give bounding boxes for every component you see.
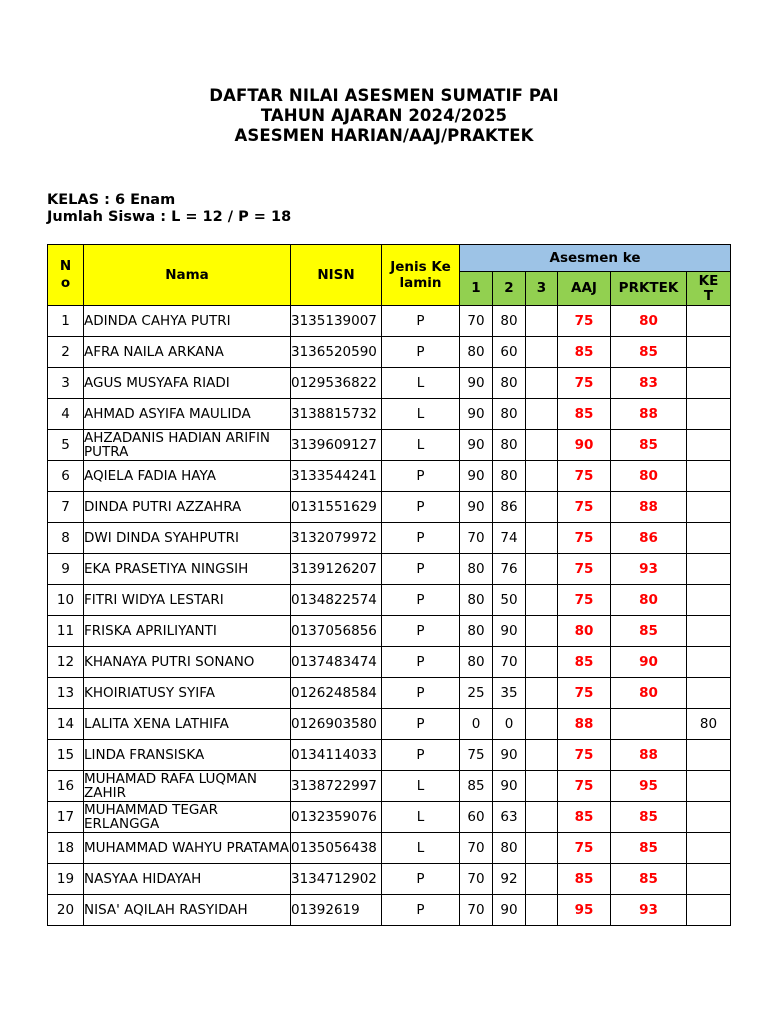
score-asesmen-2: 80	[493, 306, 526, 337]
student-nisn: 0126248584	[291, 678, 382, 709]
student-name: MUHAMMAD TEGAR ERLANGGA	[84, 802, 291, 833]
note-ket	[687, 430, 731, 461]
header-asesmen-ke: Asesmen ke	[460, 245, 731, 272]
student-name: AHMAD ASYIFA MAULIDA	[84, 399, 291, 430]
student-nisn: 0129536822	[291, 368, 382, 399]
note-ket	[687, 833, 731, 864]
title-line-1: DAFTAR NILAI ASESMEN SUMATIF PAI	[209, 86, 559, 105]
document-title	[0, 86, 768, 146]
student-gender: P	[382, 585, 460, 616]
score-asesmen-3	[526, 337, 558, 368]
student-name: MUHAMMAD WAHYU PRATAMA	[84, 833, 291, 864]
score-praktek: 88	[611, 492, 687, 523]
student-name: LINDA FRANSISKA	[84, 740, 291, 771]
score-asesmen-2: 60	[493, 337, 526, 368]
row-no: 19	[48, 864, 84, 895]
row-no: 8	[48, 523, 84, 554]
score-asesmen-2: 50	[493, 585, 526, 616]
score-praktek: 93	[611, 554, 687, 585]
table-row	[48, 740, 731, 771]
student-name: KHOIRIATUSY SYIFA	[84, 678, 291, 709]
table-row	[48, 399, 731, 430]
student-gender: P	[382, 337, 460, 368]
score-aaj: 85	[558, 337, 611, 368]
note-ket	[687, 461, 731, 492]
note-ket	[687, 523, 731, 554]
score-asesmen-3	[526, 306, 558, 337]
header-asesmen-2: 2	[493, 272, 526, 306]
score-aaj: 88	[558, 709, 611, 740]
score-asesmen-1: 70	[460, 864, 493, 895]
row-no: 3	[48, 368, 84, 399]
score-asesmen-3	[526, 864, 558, 895]
note-ket	[687, 895, 731, 926]
note-ket	[687, 802, 731, 833]
score-asesmen-2: 80	[493, 399, 526, 430]
row-no: 9	[48, 554, 84, 585]
score-asesmen-1: 70	[460, 895, 493, 926]
table-row	[48, 461, 731, 492]
row-no: 17	[48, 802, 84, 833]
score-asesmen-1: 80	[460, 585, 493, 616]
score-praktek: 85	[611, 833, 687, 864]
row-no: 14	[48, 709, 84, 740]
score-asesmen-3	[526, 771, 558, 802]
score-asesmen-2: 86	[493, 492, 526, 523]
score-asesmen-3	[526, 368, 558, 399]
score-praktek: 85	[611, 864, 687, 895]
score-aaj: 90	[558, 430, 611, 461]
score-asesmen-3	[526, 895, 558, 926]
score-asesmen-2: 63	[493, 802, 526, 833]
student-gender: L	[382, 802, 460, 833]
score-aaj: 75	[558, 740, 611, 771]
score-asesmen-2: 74	[493, 523, 526, 554]
score-asesmen-1: 90	[460, 430, 493, 461]
student-name: DINDA PUTRI AZZAHRA	[84, 492, 291, 523]
student-gender: P	[382, 864, 460, 895]
score-asesmen-1: 75	[460, 740, 493, 771]
table-row	[48, 523, 731, 554]
score-praktek: 85	[611, 802, 687, 833]
score-asesmen-1: 25	[460, 678, 493, 709]
student-name: AFRA NAILA ARKANA	[84, 337, 291, 368]
student-gender: P	[382, 895, 460, 926]
score-asesmen-1: 90	[460, 492, 493, 523]
row-no: 15	[48, 740, 84, 771]
student-name: DWI DINDA SYAHPUTRI	[84, 523, 291, 554]
student-name: LALITA XENA LATHIFA	[84, 709, 291, 740]
student-name: AQIELA FADIA HAYA	[84, 461, 291, 492]
student-name: AHZADANIS HADIAN ARIFIN PUTRA	[84, 430, 291, 461]
score-aaj: 75	[558, 523, 611, 554]
score-asesmen-3	[526, 492, 558, 523]
student-nisn: 3132079972	[291, 523, 382, 554]
note-ket	[687, 678, 731, 709]
header-no: No	[48, 245, 84, 306]
score-praktek: 80	[611, 461, 687, 492]
score-asesmen-2: 35	[493, 678, 526, 709]
table-row	[48, 802, 731, 833]
header-asesmen-1: 1	[460, 272, 493, 306]
student-name: AGUS MUSYAFA RIADI	[84, 368, 291, 399]
score-aaj: 85	[558, 864, 611, 895]
row-no: 4	[48, 399, 84, 430]
student-gender: P	[382, 647, 460, 678]
score-praktek: 95	[611, 771, 687, 802]
class-label: KELAS : 6 Enam	[47, 192, 176, 208]
score-asesmen-2: 92	[493, 864, 526, 895]
student-gender: L	[382, 368, 460, 399]
note-ket	[687, 616, 731, 647]
student-gender: P	[382, 523, 460, 554]
score-asesmen-1: 90	[460, 461, 493, 492]
score-asesmen-1: 90	[460, 399, 493, 430]
student-count-label: Jumlah Siswa : L = 12 / P = 18	[47, 209, 292, 225]
score-aaj: 80	[558, 616, 611, 647]
student-gender: P	[382, 306, 460, 337]
row-no: 12	[48, 647, 84, 678]
score-asesmen-1: 80	[460, 554, 493, 585]
score-asesmen-3	[526, 616, 558, 647]
student-nisn: 3133544241	[291, 461, 382, 492]
row-no: 10	[48, 585, 84, 616]
student-nisn: 3138722997	[291, 771, 382, 802]
student-gender: L	[382, 399, 460, 430]
score-praktek: 85	[611, 430, 687, 461]
score-asesmen-3	[526, 399, 558, 430]
score-praktek: 80	[611, 306, 687, 337]
student-nisn: 3134712902	[291, 864, 382, 895]
score-praktek: 80	[611, 678, 687, 709]
score-asesmen-3	[526, 523, 558, 554]
row-no: 11	[48, 616, 84, 647]
score-asesmen-1: 70	[460, 523, 493, 554]
header-praktek: PRKTEK	[611, 272, 687, 306]
note-ket	[687, 554, 731, 585]
title-line-2: TAHUN AJARAN 2024/2025	[260, 106, 508, 125]
score-asesmen-1: 0	[460, 709, 493, 740]
student-name: MUHAMAD RAFA LUQMAN ZAHIR	[84, 771, 291, 802]
table-row	[48, 647, 731, 678]
student-gender: P	[382, 709, 460, 740]
score-asesmen-3	[526, 833, 558, 864]
score-aaj: 75	[558, 368, 611, 399]
score-aaj: 85	[558, 647, 611, 678]
student-name: EKA PRASETIYA NINGSIH	[84, 554, 291, 585]
score-praktek: 90	[611, 647, 687, 678]
student-name: NASYAA HIDAYAH	[84, 864, 291, 895]
note-ket	[687, 492, 731, 523]
score-aaj: 75	[558, 492, 611, 523]
table-row	[48, 368, 731, 399]
table-row	[48, 895, 731, 926]
row-no: 6	[48, 461, 84, 492]
score-aaj: 75	[558, 678, 611, 709]
student-nisn: 0137483474	[291, 647, 382, 678]
student-nisn: 0137056856	[291, 616, 382, 647]
score-asesmen-3	[526, 647, 558, 678]
table-row	[48, 492, 731, 523]
score-asesmen-1: 80	[460, 616, 493, 647]
score-asesmen-2: 80	[493, 430, 526, 461]
score-asesmen-2: 90	[493, 895, 526, 926]
score-asesmen-3	[526, 461, 558, 492]
header-ket: KET	[687, 272, 731, 306]
score-praktek: 86	[611, 523, 687, 554]
student-name: FRISKA APRILIYANTI	[84, 616, 291, 647]
title-line-3: ASESMEN HARIAN/AAJ/PRAKTEK	[234, 126, 534, 145]
score-aaj: 75	[558, 833, 611, 864]
student-nisn: 0131551629	[291, 492, 382, 523]
student-name: ADINDA CAHYA PUTRI	[84, 306, 291, 337]
score-asesmen-1: 80	[460, 337, 493, 368]
table-row	[48, 337, 731, 368]
header-jenis-kelamin: Jenis Kelamin	[382, 245, 460, 306]
score-praktek: 83	[611, 368, 687, 399]
table-row	[48, 616, 731, 647]
student-nisn: 0135056438	[291, 833, 382, 864]
row-no: 5	[48, 430, 84, 461]
student-gender: P	[382, 554, 460, 585]
score-aaj: 75	[558, 306, 611, 337]
note-ket: 80	[687, 709, 731, 740]
score-asesmen-2: 70	[493, 647, 526, 678]
student-name: NISA' AQILAH RASYIDAH	[84, 895, 291, 926]
score-asesmen-3	[526, 802, 558, 833]
row-no: 7	[48, 492, 84, 523]
student-gender: L	[382, 771, 460, 802]
score-asesmen-3	[526, 554, 558, 585]
score-asesmen-2: 76	[493, 554, 526, 585]
table-row	[48, 771, 731, 802]
score-asesmen-1: 70	[460, 833, 493, 864]
student-gender: P	[382, 616, 460, 647]
score-aaj: 75	[558, 461, 611, 492]
score-aaj: 85	[558, 802, 611, 833]
note-ket	[687, 771, 731, 802]
score-asesmen-2: 80	[493, 833, 526, 864]
note-ket	[687, 337, 731, 368]
score-asesmen-2: 80	[493, 461, 526, 492]
row-no: 2	[48, 337, 84, 368]
student-name: FITRI WIDYA LESTARI	[84, 585, 291, 616]
student-nisn: 0132359076	[291, 802, 382, 833]
row-no: 1	[48, 306, 84, 337]
header-nisn: NISN	[291, 245, 382, 306]
score-asesmen-2: 90	[493, 740, 526, 771]
student-nisn: 3139126207	[291, 554, 382, 585]
score-praktek: 85	[611, 337, 687, 368]
score-praktek: 85	[611, 616, 687, 647]
score-asesmen-1: 80	[460, 647, 493, 678]
score-asesmen-1: 85	[460, 771, 493, 802]
score-aaj: 75	[558, 585, 611, 616]
score-praktek: 93	[611, 895, 687, 926]
table-row	[48, 864, 731, 895]
score-praktek: 88	[611, 740, 687, 771]
table-row	[48, 554, 731, 585]
score-praktek: 80	[611, 585, 687, 616]
note-ket	[687, 740, 731, 771]
note-ket	[687, 585, 731, 616]
score-aaj: 75	[558, 771, 611, 802]
note-ket	[687, 368, 731, 399]
table-row	[48, 306, 731, 337]
student-name: KHANAYA PUTRI SONANO	[84, 647, 291, 678]
score-aaj: 95	[558, 895, 611, 926]
score-aaj: 85	[558, 399, 611, 430]
student-nisn: 3136520590	[291, 337, 382, 368]
table-row	[48, 430, 731, 461]
row-no: 20	[48, 895, 84, 926]
student-nisn: 3139609127	[291, 430, 382, 461]
score-aaj: 75	[558, 554, 611, 585]
header-aaj: AAJ	[558, 272, 611, 306]
row-no: 18	[48, 833, 84, 864]
score-praktek: 88	[611, 399, 687, 430]
table-row	[48, 585, 731, 616]
table-row	[48, 678, 731, 709]
student-gender: L	[382, 430, 460, 461]
student-nisn: 0134114033	[291, 740, 382, 771]
score-asesmen-3	[526, 585, 558, 616]
header-asesmen-3: 3	[526, 272, 558, 306]
score-asesmen-2: 90	[493, 771, 526, 802]
score-asesmen-2: 80	[493, 368, 526, 399]
student-gender: P	[382, 461, 460, 492]
student-nisn: 3138815732	[291, 399, 382, 430]
student-gender: P	[382, 740, 460, 771]
table-row	[48, 833, 731, 864]
note-ket	[687, 399, 731, 430]
score-asesmen-1: 60	[460, 802, 493, 833]
score-asesmen-2: 0	[493, 709, 526, 740]
student-nisn: 0134822574	[291, 585, 382, 616]
student-gender: P	[382, 678, 460, 709]
score-praktek	[611, 709, 687, 740]
score-asesmen-2: 90	[493, 616, 526, 647]
score-asesmen-3	[526, 430, 558, 461]
student-nisn: 3135139007	[291, 306, 382, 337]
note-ket	[687, 306, 731, 337]
student-nisn: 01392619	[291, 895, 382, 926]
student-gender: P	[382, 492, 460, 523]
score-asesmen-1: 70	[460, 306, 493, 337]
header-nama: Nama	[84, 245, 291, 306]
student-nisn: 0126903580	[291, 709, 382, 740]
grades-table	[47, 244, 731, 926]
row-no: 13	[48, 678, 84, 709]
score-asesmen-3	[526, 740, 558, 771]
table-row	[48, 709, 731, 740]
row-no: 16	[48, 771, 84, 802]
score-asesmen-3	[526, 709, 558, 740]
note-ket	[687, 864, 731, 895]
score-asesmen-3	[526, 678, 558, 709]
note-ket	[687, 647, 731, 678]
score-asesmen-1: 90	[460, 368, 493, 399]
student-gender: L	[382, 833, 460, 864]
